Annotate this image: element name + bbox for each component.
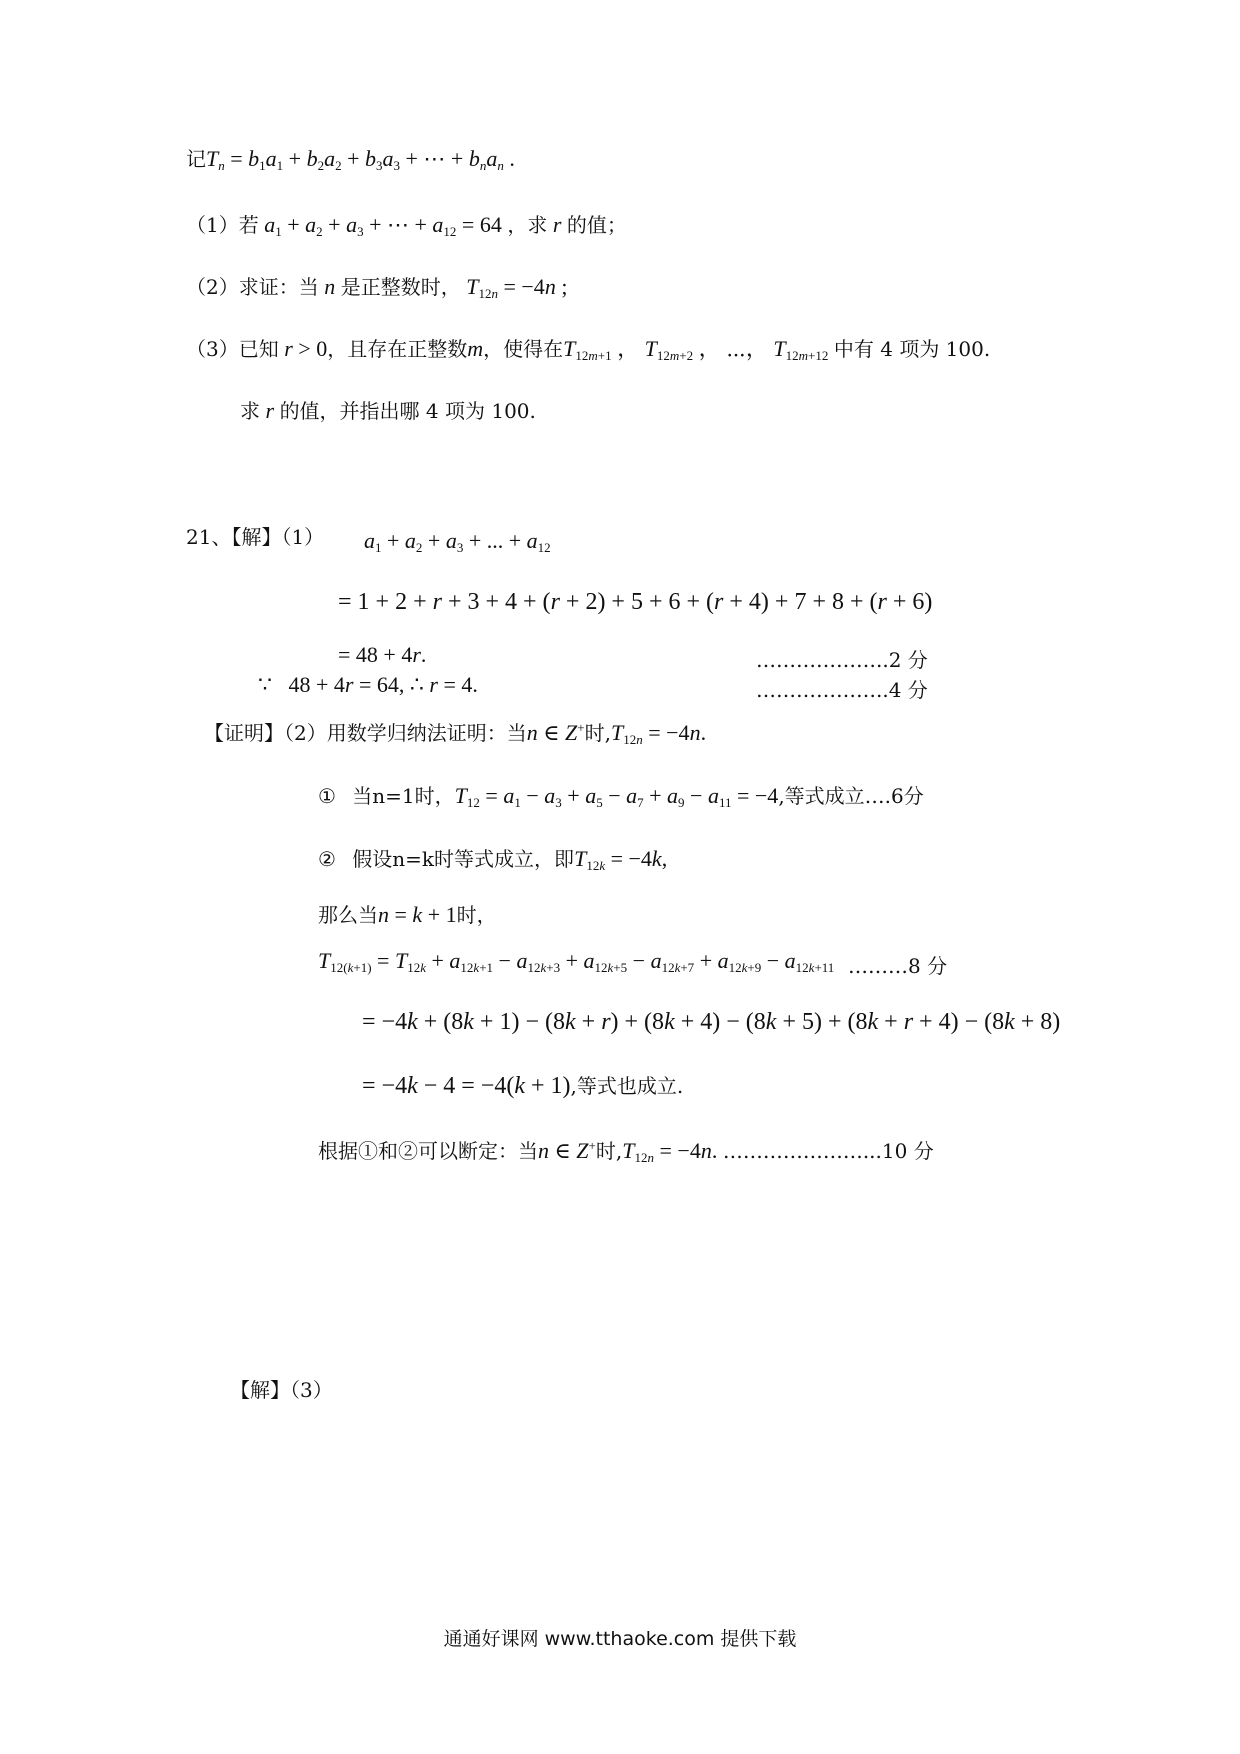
inductive-step-result: = −4k − 4 = −4(k + 1),等式也成立. (362, 1073, 684, 1099)
definition-line: 记$T_n = b_1a_1 + b_2a_2 + b_3a_3$ + ⋯ + $b_na_n$ . (186, 146, 515, 173)
footer-text: 通通好课网 www.tthaoke.com 提供下载 (443, 1628, 797, 1650)
part3-question-line2: 求 r 的值，并指出哪 4 项为 100. (240, 398, 536, 423)
solution1-sum: $a_1 + a_2 + a_3$ + ... + $a_{12}$ (364, 528, 551, 555)
solution3-heading: 【解】（3） (230, 1378, 333, 1402)
inductive-step-formula: $T_{12(k+1)} = T_{12k} + a_{12k+1} - a_{12k+3} + a_{12k+5} - a_{12k+7} + a_{12k+9} - a_{12k+11}$ (318, 948, 835, 975)
definition-formula: $T_n = b_1a_1 + b_2a_2 + b_3a_3$ + ⋯ + $b_na_n$ . (206, 146, 515, 173)
circle-2: ② (318, 847, 336, 871)
score-2: ………………..2 分 (756, 648, 928, 672)
part2-question: （2）求证：当 n 是正整数时， $T_{12n} = -4n$ ; (186, 274, 568, 301)
solution1-result: = 48 + 4r. (338, 642, 427, 667)
circle-1: ① (318, 784, 336, 808)
inductive-hypothesis: ② 假设n=k时等式成立，即$T_{12k} = -4k$, (318, 846, 668, 873)
solution1-final: ∵ 48 + 4r = 64, ∴ r = 4. (258, 672, 478, 697)
inductive-step-expansion: = −4k + (8k + 1) − (8k + r) + (8k + 4) − (8k + 5) + (8k + r + 4) − (8k + 8) (362, 1009, 1061, 1035)
part3-question: （3）已知 r > 0，且存在正整数m，使得在$T_{12m+1}$ ， $T_{12m+2}$ ， ⋯， $T_{12m+12}$ 中有 4 项为 100. (186, 336, 991, 363)
score-4: ………………..4 分 (756, 678, 928, 702)
solution1-heading: 21、【解】（1） (186, 525, 325, 549)
part1-question: （1）若 $a_1 + a_2 + a_3$ + ⋯ + $a_{12} = 64$ ，求 r 的值； (186, 212, 627, 239)
base-case: ① 当n=1时，$T_{12} = a_1 - a_3 + a_5 - a_7 + a_9 - a_{11} = -4$,等式成立….6分 (318, 783, 924, 810)
solution1-expansion: = 1 + 2 + r + 3 + 4 + (r + 2) + 5 + 6 + (r + 4) + 7 + 8 + (r + 6) (338, 589, 933, 615)
proof-heading: 【证明】（2）用数学归纳法证明：当n ∈ Z+时$,T_{12n} = -4n$. (204, 720, 707, 747)
score-8: ………8 分 (848, 954, 948, 978)
then-when: 那么当n = k + 1时， (318, 902, 497, 927)
conclusion: 根据①和②可以断定：当n ∈ Z+时$,T_{12n} = -4n$. …………………...10 分 (318, 1138, 934, 1165)
